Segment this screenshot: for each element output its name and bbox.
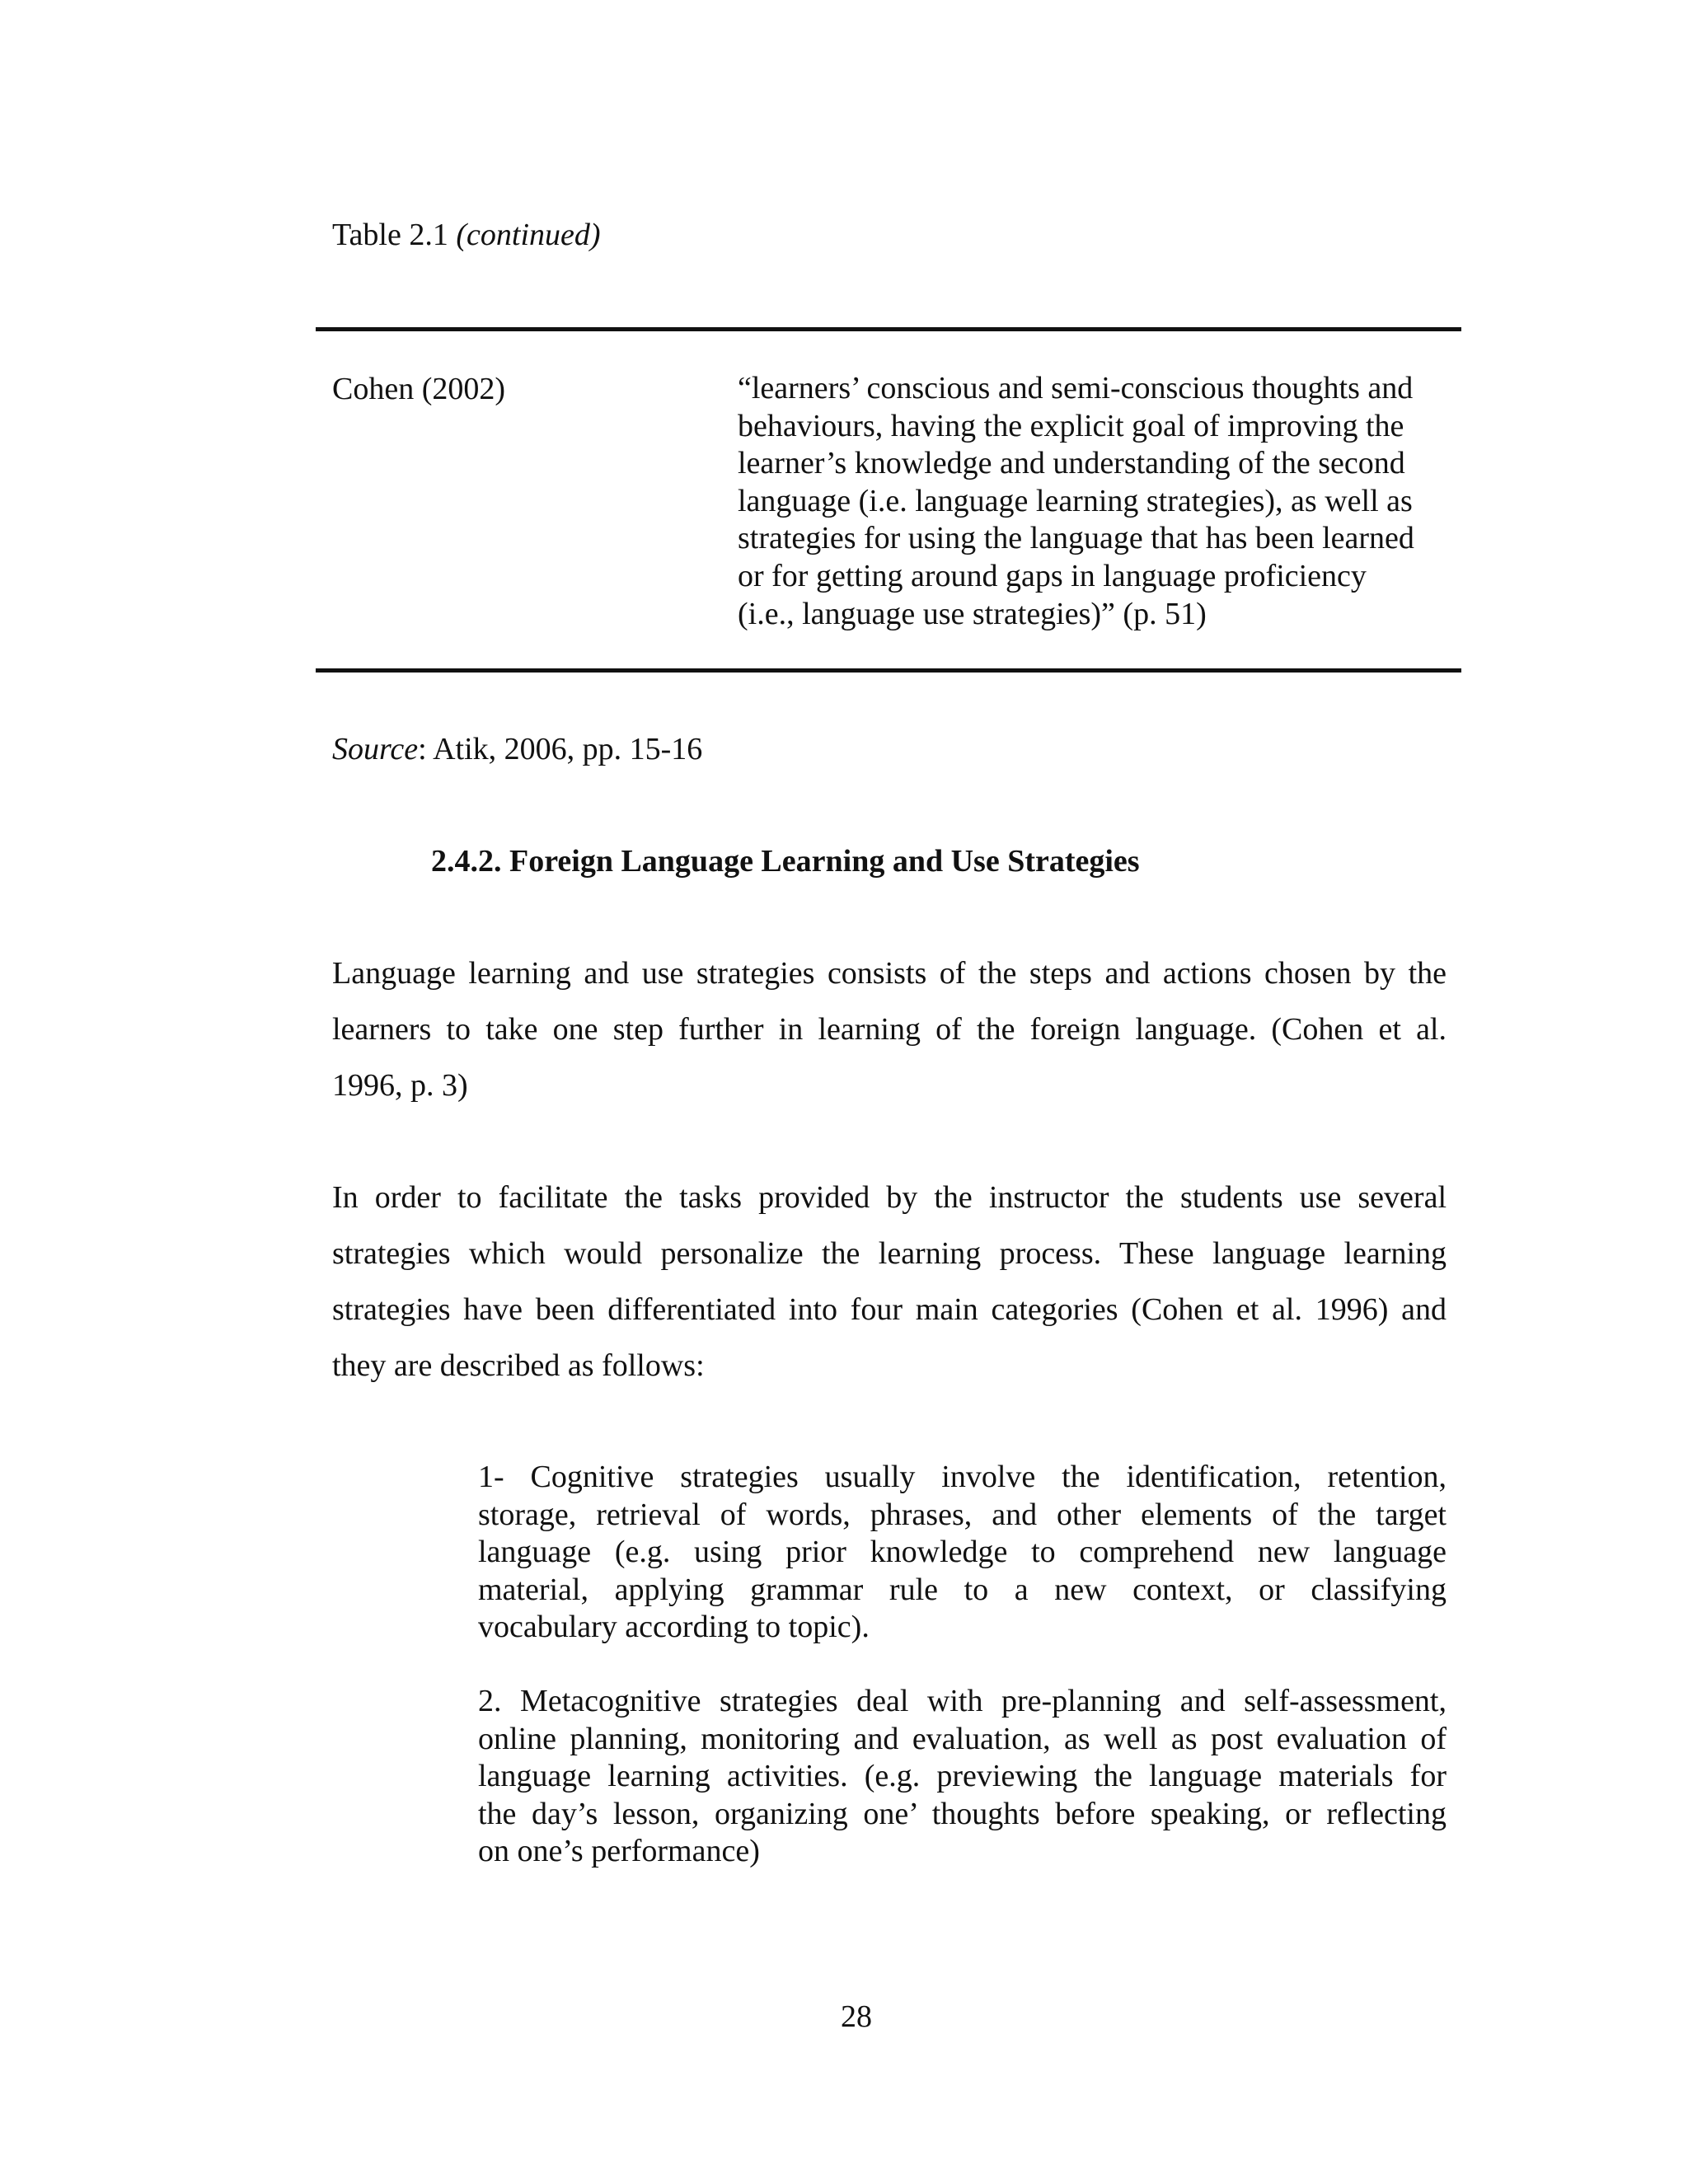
definition-line: language (i.e. language learning strategies), as well as	[738, 483, 1413, 518]
definition-line: or for getting around gaps in language proficiency	[738, 558, 1367, 593]
definition-line: learner’s knowledge and understanding of the second	[738, 446, 1405, 481]
paragraph-line: Language learning and use strategies consists of the steps and actions chosen by the	[332, 956, 1447, 991]
list-item-metacognitive	[478, 1683, 1447, 1871]
list-item-line: on one’s performance)	[478, 1834, 760, 1869]
paragraph-line: In order to facilitate the tasks provided by the instructor the students use several	[332, 1180, 1447, 1215]
list-item-line: 1- Cognitive strategies usually involve the identification, retention,	[478, 1460, 1447, 1494]
list-item-line: vocabulary according to topic).	[478, 1610, 870, 1645]
definition-line: (i.e., language use strategies)” (p. 51)	[738, 596, 1207, 631]
source-text: : Atik, 2006, pp. 15-16	[418, 732, 703, 766]
list-item-line: online planning, monitoring and evaluation, as well as post evaluation of	[478, 1721, 1447, 1756]
paragraph-line: they are described as follows:	[332, 1348, 705, 1383]
paragraph-line: strategies have been differentiated into four main categories (Cohen et al. 1996) and	[332, 1292, 1447, 1327]
paragraph-line: learners to take one step further in learning of the foreign language. (Cohen et al.	[332, 1012, 1447, 1047]
list-item-line: storage, retrieval of words, phrases, and other elements of the target	[478, 1497, 1447, 1532]
source-label: Source	[332, 732, 419, 766]
paragraph-line: strategies which would personalize the learning process. These language learning	[332, 1236, 1447, 1271]
table-cell-definition	[738, 370, 1455, 633]
table-caption-note: (continued)	[456, 218, 601, 252]
table-caption-label: Table 2.1	[332, 218, 448, 252]
table-source	[332, 730, 702, 768]
page-number: 28	[841, 1999, 872, 2034]
definition-line: behaviours, having the explicit goal of improving the	[738, 408, 1404, 443]
definition-line: “learners’ conscious and semi-conscious thoughts and	[738, 371, 1414, 405]
paragraph-2	[332, 1169, 1447, 1394]
paragraph-line: 1996, p. 3)	[332, 1068, 468, 1103]
list-item-cognitive	[478, 1459, 1447, 1647]
definition-line: strategies for using the language that has been learned	[738, 521, 1414, 556]
table-caption	[332, 216, 601, 254]
list-item-line: the day’s lesson, organizing one’ thoughts before speaking, or reflecting	[478, 1796, 1447, 1831]
list-item-line: language learning activities. (e.g. previewing the language materials for	[478, 1759, 1447, 1794]
paragraph-1	[332, 945, 1447, 1113]
section-heading: 2.4.2. Foreign Language Learning and Use Strategies	[431, 844, 1140, 879]
table-bottom-rule	[316, 668, 1461, 673]
table-top-rule	[316, 327, 1461, 331]
list-item-line: 2. Metacognitive strategies deal with pre-planning and self-assessment,	[478, 1684, 1447, 1718]
table-cell-author: Cohen (2002)	[332, 372, 506, 406]
list-item-line: material, applying grammar rule to a new context, or classifying	[478, 1572, 1447, 1607]
list-item-line: language (e.g. using prior knowledge to comprehend new language	[478, 1535, 1447, 1570]
